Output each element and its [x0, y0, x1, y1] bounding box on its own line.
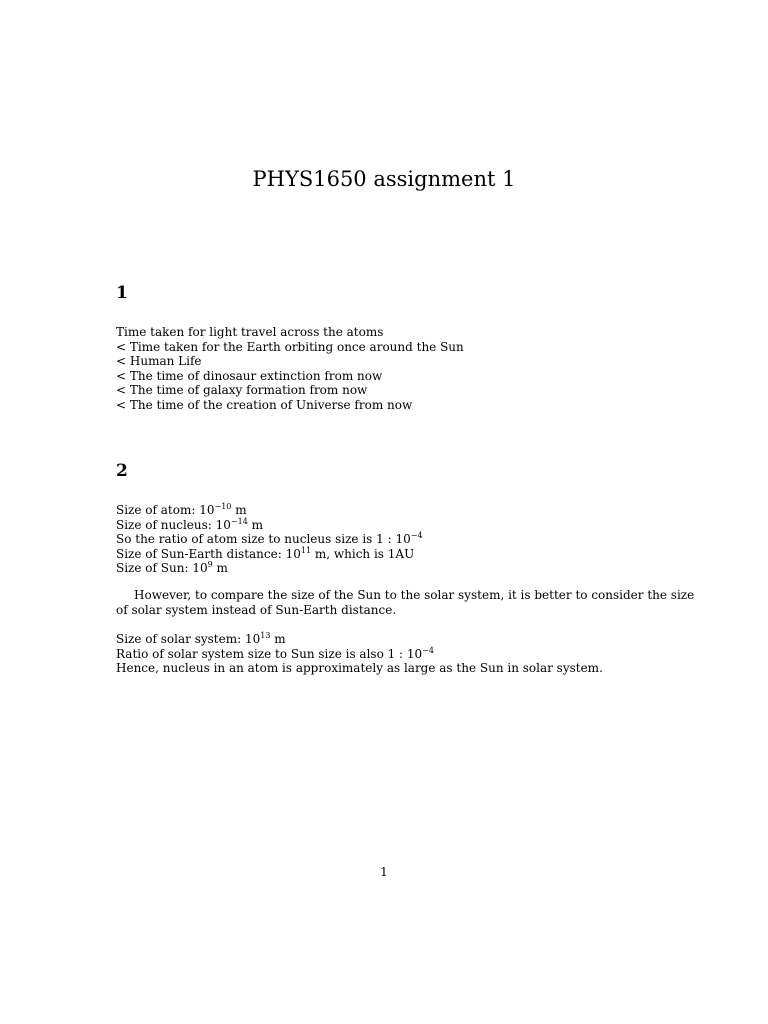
- section-1-line: < The time of the creation of Universe from now: [116, 397, 413, 412]
- section-2-conclusion: [116, 632, 661, 676]
- nucleus-size-line: Size of nucleus: $10^{-14}$ m: [116, 516, 264, 532]
- page-number: 1: [380, 865, 388, 879]
- section-1-line: < The time of dinosaur extinction from now: [116, 368, 383, 383]
- paragraph-line: However, to compare the size of the Sun to the solar system, it is better to consider the size: [134, 588, 695, 602]
- comparison-paragraph: [116, 588, 695, 617]
- section-2-heading: 2: [116, 461, 128, 481]
- sun-earth-distance-line: Size of Sun-Earth distance: $10^{11}$ m, which is 1AU: [116, 545, 415, 561]
- paragraph-line: of solar system instead of Sun-Earth distance.: [116, 602, 397, 617]
- section-1-heading: 1: [116, 283, 128, 303]
- solar-ratio-line: Ratio of solar system size to Sun size is also 1 : $10^{-4}$: [116, 645, 434, 661]
- atom-size-line: Size of atom: $10^{-10}$ m: [116, 502, 247, 517]
- section-1-list: [116, 325, 661, 413]
- document-title: PHYS1650 assignment 1: [252, 167, 516, 191]
- atom-nucleus-ratio-line: So the ratio of atom size to nucleus size is 1 : $10^{-4}$: [116, 531, 423, 547]
- section-1-line: < Human Life: [116, 354, 202, 369]
- section-1-line: < Time taken for the Earth orbiting once around the Sun: [116, 339, 464, 354]
- sun-size-line: Size of Sun: $10^9$ m: [116, 560, 228, 576]
- section-1-line: < The time of galaxy formation from now: [116, 383, 368, 398]
- section-2-sizes: [116, 503, 661, 576]
- section-1-line: Time taken for light travel across the atoms: [116, 325, 384, 339]
- conclusion-line: Hence, nucleus in an atom is approximately as large as the Sun in solar system.: [116, 661, 603, 676]
- solar-system-size-line: Size of solar system: $10^{13}$ m: [116, 631, 286, 646]
